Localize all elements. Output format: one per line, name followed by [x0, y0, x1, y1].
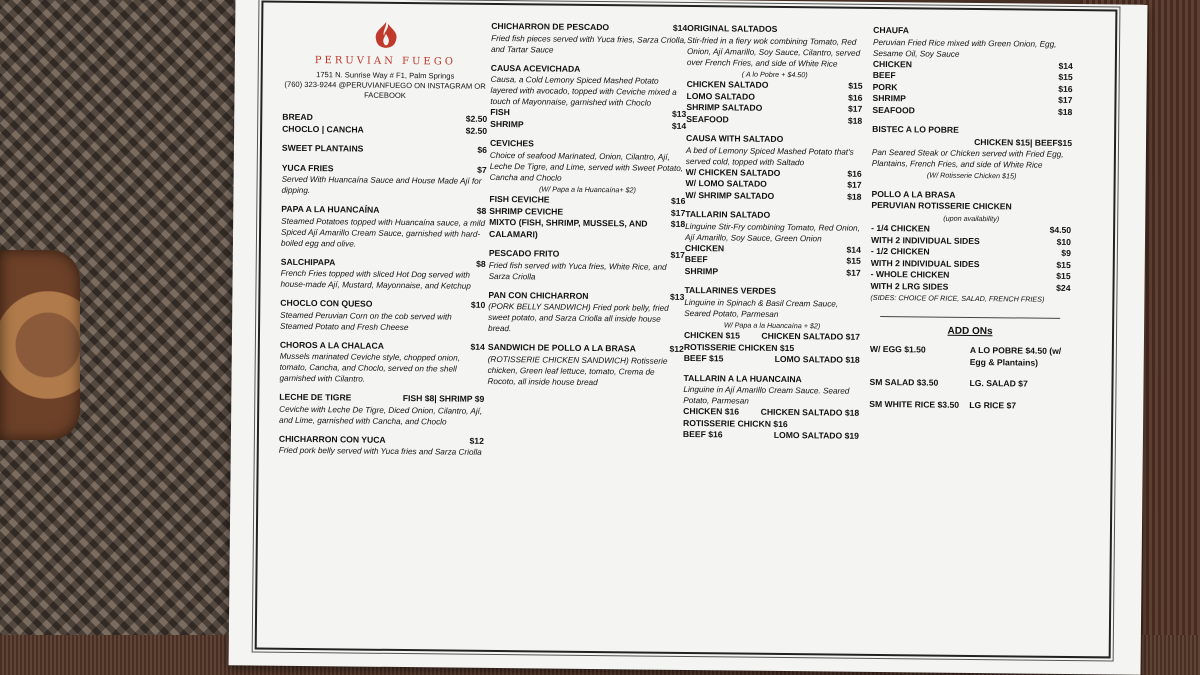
menu-item-name: CEVICHES [489, 137, 534, 149]
addons-grid [869, 344, 1070, 412]
addon-item: SM WHITE RICE $3.50 [869, 398, 960, 410]
menu-item-option [685, 265, 861, 278]
option-name: FISH [490, 106, 510, 118]
option-name: W/ SHRIMP SALTADO [685, 189, 775, 201]
addon-item: W/ EGG $1.50 [869, 343, 926, 355]
option-price: $9 [1061, 247, 1071, 259]
menu-item-name: TALLARIN SALTADO [685, 208, 771, 220]
menu-item [489, 138, 686, 242]
menu-item [872, 124, 1073, 183]
option-name: - WHOLE CHICKEN [870, 268, 950, 280]
menu-item-description: A bed of Lemony Spiced Mashed Potato that's served cold, topped with Saltado [685, 145, 854, 167]
menu-item [282, 112, 487, 137]
menu-item-price: $2.50 [465, 125, 488, 136]
option-price: $14 [1058, 60, 1073, 71]
option-price: $18 [847, 115, 863, 126]
menu-item-option [872, 104, 1072, 118]
menu-item-option [683, 429, 859, 442]
menu-paper [229, 0, 1148, 675]
option-name: CHICKEN $16 [683, 405, 740, 417]
option-price: CHICKEN SALTADO $17 [761, 330, 861, 342]
option-price: $15 [1058, 71, 1073, 83]
menu-item [491, 21, 687, 57]
menu-item-description: Peruvian Fried Rice mixed with Green Onion, Egg, Sesame Oil, Soy Sauce [872, 37, 1057, 59]
option-price: $16 [847, 168, 862, 179]
option-price: LOMO SALTADO $18 [774, 353, 860, 365]
option-price: $24 [1056, 282, 1071, 293]
menu-item-name: CAUSA WITH SALTADO [686, 132, 784, 144]
option-name: BEEF [872, 69, 896, 81]
option-name: SEAFOOD [872, 104, 915, 115]
menu-item-option [686, 113, 862, 126]
menu-item-description: Ceviche with Leche De Tigre, Diced Onion, Cilantro, Ají, and Lime, garnished with Cancha, and Choclo [279, 404, 483, 426]
menu-item [685, 133, 862, 203]
option-price: $17 [670, 207, 686, 218]
option-name: WITH 2 INDIVIDUAL SIDES [870, 257, 980, 269]
menu-item-description: Fried fish served with Yuca fries, White Rice, and Sarza Criolla [488, 260, 667, 281]
menu-item-price: $8 [476, 205, 487, 216]
menu-item-price: $13 [670, 291, 685, 302]
option-price: $17 [1058, 94, 1073, 106]
menu-item-price: $12 [669, 343, 684, 354]
option-price: $4.50 [1049, 224, 1072, 236]
menu-item [685, 209, 862, 279]
option-price: $17 [847, 179, 862, 190]
menu-item-description: Pan Seared Steak or Chicken served with Fried Egg, Plantains, French Fries, and side of White Rice [871, 147, 1064, 170]
option-name: SEAFOOD [686, 113, 729, 124]
menu-item-price: CHICKEN $15| BEEF$15 [974, 136, 1073, 148]
menu-item-name: POLLO A LA BRASA [871, 188, 956, 200]
option-price: $17 [847, 103, 863, 114]
menu-item-name: CHOCLO CON QUESO [280, 297, 373, 309]
menu-column-3 [683, 23, 863, 450]
menu-item-note: ( A lo Pobre + $4.50) [741, 69, 808, 79]
menu-item-name: CHOROS A LA CHALACA [279, 339, 385, 351]
menu-item-price: $8 [476, 258, 486, 269]
menu-item-price: $7 [477, 164, 487, 175]
menu-item-description: Linguine in Ají Amarillo Cream Sauce. Seared Potato, Parmesan [683, 384, 850, 406]
option-name: - 1/4 CHICKEN [871, 222, 930, 234]
option-name: W/ CHICKEN SALTADO [685, 166, 781, 178]
addon-item: A LO POBRE $4.50 (w/ Egg & Plantains) [969, 344, 1062, 368]
menu-item-name: SANDWICH DE POLLO A LA BRASA [487, 341, 636, 354]
menu-item-name: LECHE DE TIGRE [279, 391, 352, 403]
menu-item-description: Steamed Peruvian Corn on the cob served with Steamed Potato and Fresh Cheese [280, 310, 452, 332]
option-price: $16 [671, 195, 686, 206]
menu-item-note: (upon availability) [943, 213, 1000, 223]
menu-item [683, 372, 860, 442]
menu-item [489, 248, 685, 284]
menu-column-4 [869, 25, 1073, 412]
addon-item: LG. SALAD $7 [969, 377, 1028, 389]
option-name: SHRIMP CEVICHE [489, 205, 564, 217]
menu-item-option [685, 242, 861, 255]
menu-item-option [684, 353, 860, 366]
option-name: ROTISSERIE CHICKEN $15 [683, 341, 795, 353]
option-price: $17 [846, 267, 861, 278]
menu-item-price: $2.50 [465, 113, 488, 124]
menu-item-description: Causa, a Cold Lemony Spiced Mashed Potato layered with avocado, topped with Ceviche mixed a touch of Mayonnaise, garnished with Choclo [490, 74, 677, 108]
menu-item [282, 143, 487, 157]
menu-item-price: $10 [470, 299, 486, 310]
option-name: CHICKEN $15 [683, 329, 740, 341]
option-price: $14 [846, 244, 861, 255]
option-name: SHRIMP [684, 265, 719, 276]
option-price: $16 [1058, 83, 1073, 94]
menu-item-description: Steamed Potatoes topped with Huancaína sauce, a mild Spiced Ají Amarillo Cream Sauce, garnished with hard-boiled egg and olive. [280, 216, 486, 249]
option-name: CHICKEN [684, 242, 725, 253]
option-name: BEEF [684, 253, 708, 265]
menu-item-description: (PORK BELLY SANDWICH) Fried pork belly, fried sweet potato, and Sarza Criolla all inside house bread. [488, 301, 669, 334]
menu-item-name: PERUVIAN ROTISSERIE CHICKEN [871, 199, 1012, 212]
menu-item-price: $12 [469, 435, 484, 446]
option-price: $16 [848, 92, 863, 103]
menu-item-description: Choice of seafood Marinated, Onion, Cilantro, Ají, Leche De Tigre, and Lime, served with Sweet Potato, Cancha and Choclo [489, 150, 684, 183]
street-address: 1751 N. Sunrise Way # F1, Palm Springs [316, 70, 455, 81]
menu-item-description: Fried pork belly served with Yuca fries and Sarza Criolla [278, 445, 482, 457]
menu-item-name: PESCADO FRITO [488, 247, 560, 259]
addon-item: LG RICE $7 [969, 399, 1017, 410]
menu-item-name: PAN CON CHICHARRON [488, 289, 589, 301]
option-name: - 1/2 CHICKEN [870, 245, 930, 257]
option-price: $10 [1056, 236, 1072, 247]
option-price: $18 [847, 191, 862, 202]
menu-item-header [282, 143, 487, 157]
menu-item-description: Fried fish pieces served with Yuca fries, Sarza Criolla, and Tartar Sauce [490, 33, 687, 55]
option-price: $14 [671, 120, 687, 131]
menu-item-description: French Fries topped with sliced Hot Dog served with house-made Ají, Mustard, Mayonnaise, and Ketchup [280, 268, 471, 291]
option-price: LOMO SALTADO $19 [773, 429, 860, 441]
option-name: SHRIMP [490, 118, 524, 129]
menu-item-name: CAUSA ACEVICHADA [490, 62, 581, 74]
option-price: $18 [1057, 106, 1073, 117]
address [282, 70, 487, 102]
menu-item-option [489, 217, 685, 242]
option-name: SHRIMP SALTADO [686, 101, 763, 113]
sides-note: (SIDES: CHOICE OF RICE, SALAD, FRENCH FRIES) [870, 292, 1045, 304]
menu-border [255, 1, 1118, 659]
menu-item-name: CHAUFA [873, 24, 910, 36]
menu-item-name: CHOCLO | CANCHA [282, 123, 364, 135]
option-name: BEEF $15 [683, 352, 724, 364]
menu-item-note: W/ Papa a la Huancaína + $2) [723, 319, 821, 330]
option-name: W/ LOMO SALTADO [685, 177, 767, 189]
option-name: PORK [872, 81, 898, 92]
option-name: WITH 2 INDIVIDUAL SIDES [870, 234, 980, 246]
menu-item-name: YUCA FRIES [281, 162, 334, 173]
menu-item-description: Served With Huancaína Sauce and House Made Ají for dipping. [281, 174, 482, 196]
menu-item-name: TALLARIN A LA HUANCAINA [683, 372, 802, 384]
copper-dish [0, 250, 80, 440]
menu-item-price: $6 [477, 144, 487, 155]
menu-item [279, 433, 484, 458]
menu-item-name: BISTEC A LO POBRE [872, 123, 959, 135]
menu-item [487, 342, 683, 389]
menu-item-option [685, 189, 861, 202]
menu-item [686, 23, 863, 127]
menu-item-note: (W/ Papa a la Huancaína+ $2) [539, 183, 637, 194]
option-name: MIXTO (FISH, SHRIMP, MUSSELS, AND CALAMARI) [489, 216, 648, 239]
menu-column-1 [279, 19, 489, 466]
menu-item-name: BREAD [282, 111, 313, 123]
menu-item-name: PAPA A LA HUANCAÍNA [281, 203, 380, 215]
menu-item-header [871, 200, 1071, 214]
option-name: LOMO SALTADO [686, 90, 755, 102]
menu-item-price: $14 [470, 341, 485, 352]
menu-item-name: CHICHARRON DE PESCADO [491, 20, 610, 33]
menu-item [280, 298, 485, 334]
menu-item-description: (ROTISSERIE CHICKEN SANDWICH) Rotisserie chicken, Green leaf lettuce, tomato, Crema de Rocoto, all inside house bread [487, 354, 668, 387]
menu-item-header [282, 123, 487, 137]
menu-item [279, 392, 484, 428]
option-price: $13 [671, 108, 687, 119]
menu-item [281, 162, 486, 198]
menu-column-2 [487, 21, 687, 397]
menu-item-name: ORIGINAL SALTADOS [687, 22, 778, 34]
option-name: ROTISSERIE CHICKN $16 [683, 417, 788, 429]
menu-item-option [490, 118, 686, 132]
menu-item [488, 289, 684, 336]
flame-icon [365, 20, 405, 50]
addons-title: ADD ONs [947, 325, 993, 337]
option-name: CHICKEN [872, 58, 913, 69]
menu-item-price: $14 [672, 22, 688, 33]
menu-item-description: Stir-fried in a fiery wok combining Tomato, Red Onion, Ají Amarillo, Soy Sauce, Cilantro, served over French Fries, and side of White Rice [686, 35, 861, 69]
option-name: SHRIMP [872, 92, 906, 104]
addon-item: SM SALAD $3.50 [869, 376, 939, 388]
option-price: $18 [670, 218, 686, 229]
menu-item-price: FISH $8| SHRIMP $9 [402, 393, 485, 404]
option-price: CHICKEN SALTADO $18 [760, 406, 860, 418]
menu-item-description: Linguine in Spinach & Basil Cream Sauce, Seared Potato, Parmesan [684, 297, 839, 319]
logo [283, 19, 488, 68]
brand-name: PERUVIAN FUEGO [314, 54, 456, 68]
menu-item-note: (W/ Rotisserie Chicken $15) [926, 170, 1017, 181]
menu-item [870, 188, 1071, 305]
phone-social: (760) 323-9244 @PERUVIANFUEGO ON INSTAGRAM OR FACEBOOK [284, 79, 486, 101]
option-name: CHICKEN SALTADO [686, 78, 769, 90]
menu-item-description: Mussels marinated Ceviche style, chopped onion, tomato, Cancha, and Choclo, served on the shell garnished with Cilantro. [279, 351, 461, 384]
menu-item-price: $17 [670, 249, 685, 260]
menu-item [279, 339, 484, 386]
menu-item-name: SALCHIPAPA [280, 256, 336, 267]
menu-item [490, 62, 687, 132]
menu-item [280, 256, 485, 292]
option-name: WITH 2 LRG SIDES [870, 280, 949, 292]
menu-item-name: TALLARINES VERDES [684, 284, 777, 296]
option-name: FISH CEVICHE [489, 193, 550, 205]
menu-item [872, 25, 1073, 118]
menu-item [281, 204, 486, 251]
addons-divider [880, 316, 1060, 319]
option-name: BEEF $16 [682, 428, 723, 440]
menu-item [684, 285, 861, 366]
option-price: $15 [848, 80, 863, 91]
menu-item-name: CHICHARRON CON YUCA [278, 433, 386, 445]
option-price: $15 [1056, 259, 1071, 270]
menu-item-description: Linguine Stir-Fry combining Tomato, Red Onion, Ají Amarillo, Soy Sauce, Green Onion [684, 221, 860, 243]
option-price: $15 [846, 255, 861, 266]
menu-item-name: SWEET PLANTAINS [281, 142, 364, 154]
option-price: $15 [1056, 270, 1071, 282]
